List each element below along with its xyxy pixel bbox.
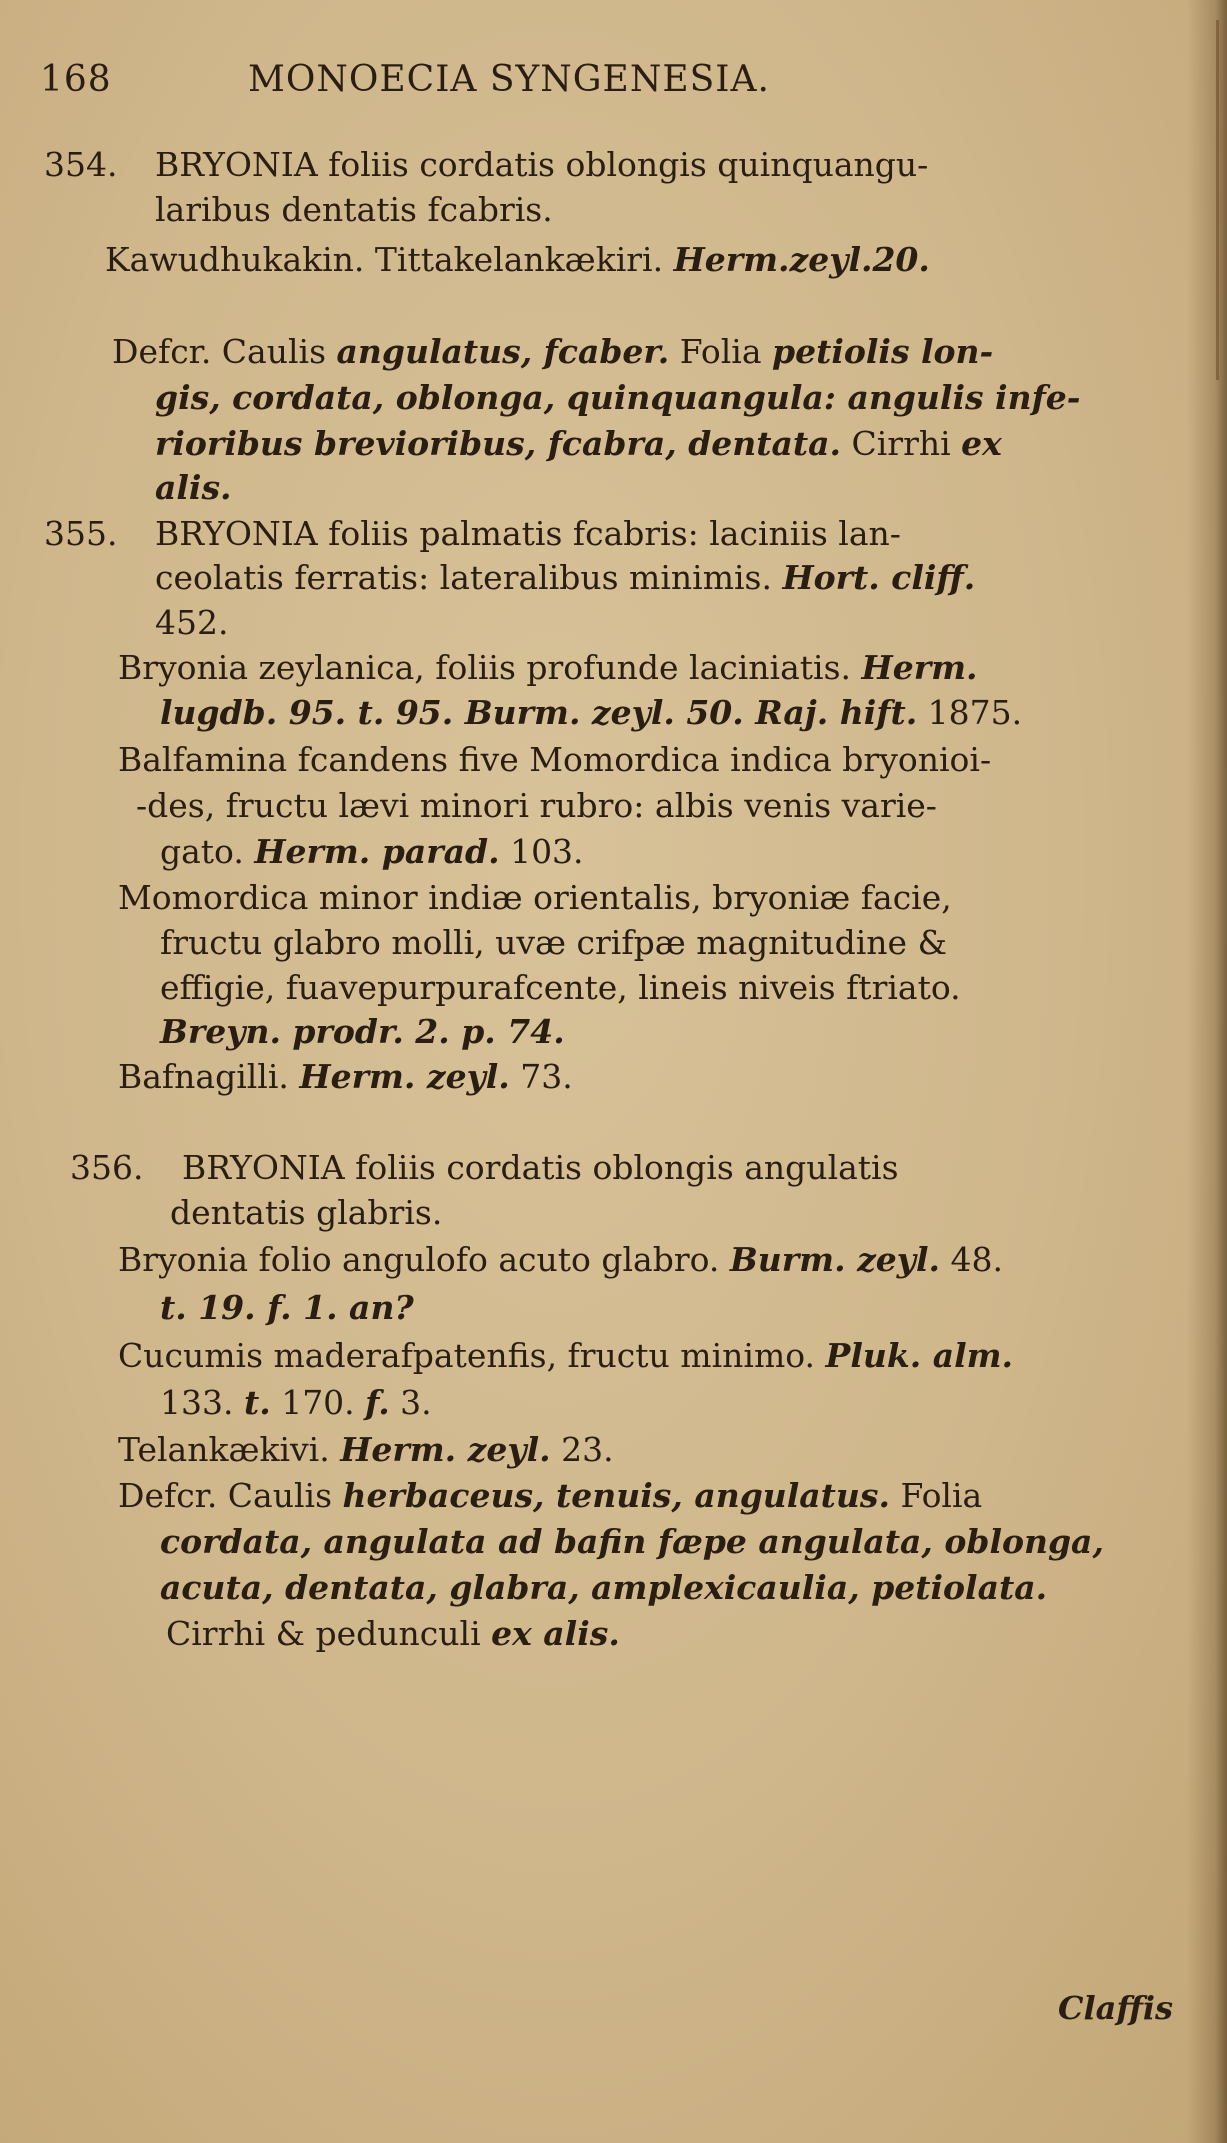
entry-line: effigie, fuavepurpurafcente, lineis niveis ftriato. (160, 968, 961, 1007)
entry-line: Bafnagilli. Herm. zeyl. 73. (118, 1057, 573, 1096)
entry-line: Defcr. Caulis herbaceus, tenuis, angulatus. Folia (118, 1476, 983, 1515)
entry-line: Defcr. Caulis angulatus, fcaber. Folia petiolis lon- (112, 332, 994, 371)
entry-line: -des, fructu lævi minori rubro: albis venis varie- (136, 786, 937, 825)
entry-line: ceolatis ferratis: lateralibus minimis. Hort. cliff. (155, 558, 976, 597)
running-title: MONOECIA SYNGENESIA. (248, 59, 770, 100)
entry-line: cordata, angulata ad bafin fæpe angulata, oblonga, (160, 1522, 1104, 1561)
entry-line: rioribus brevioribus, fcabra, dentata. Cirrhi ex (155, 424, 1002, 463)
entry-line: Telankækivi. Herm. zeyl. 23. (118, 1430, 614, 1469)
entry-line: Momordica minor indiæ orientalis, bryoniæ facie, (118, 878, 952, 917)
page-number: 168 (40, 59, 112, 100)
entry-line: Bryonia folio angulofo acuto glabro. Burm. zeyl. 48. (118, 1240, 1003, 1279)
page-edge-shadow (1187, 0, 1227, 2143)
entry-line: fructu glabro molli, uvæ crifpæ magnitudine & (160, 923, 947, 962)
entry-line: 452. (155, 603, 229, 642)
entry-line: dentatis glabris. (170, 1193, 443, 1232)
entry-line: Breyn. prodr. 2. p. 74. (160, 1012, 565, 1051)
entry-line: laribus dentatis fcabris. (155, 190, 553, 229)
entry-line: Kawudhukakin. Tittakelankækiri. Herm.zeyl.20. (105, 240, 930, 279)
entry-line: gato. Herm. parad. 103. (160, 832, 584, 871)
entry-line: BRYONIA foliis cordatis oblongis angulatis (182, 1148, 899, 1187)
entry-number: 354. (44, 145, 118, 184)
entry-line: Bryonia zeylanica, foliis profunde laciniatis. Herm. (118, 648, 978, 687)
entry-line: lugdb. 95. t. 95. Burm. zeyl. 50. Raj. hift. 1875. (160, 693, 1023, 732)
entry-line: t. 19. f. 1. an? (160, 1288, 414, 1327)
entry-line: acuta, dentata, glabra, amplexicaulia, petiolata. (160, 1568, 1048, 1607)
entry-number: 356. (70, 1148, 144, 1187)
entry-line: gis, cordata, oblonga, quinquangula: angulis infe- (155, 378, 1081, 417)
entry-line: BRYONIA foliis palmatis fcabris: laciniis lan- (155, 514, 901, 553)
catchword: Claffis (1058, 1989, 1173, 2027)
page-edge-line (1216, 20, 1219, 380)
entry-line: alis. (155, 468, 232, 507)
entry-line: BRYONIA foliis cordatis oblongis quinquangu- (155, 145, 929, 184)
entry-number: 355. (44, 514, 118, 553)
entry-line: Cucumis maderafpatenfis, fructu minimo. Pluk. alm. (118, 1336, 1014, 1375)
entry-line: Cirrhi & pedunculi ex alis. (166, 1614, 620, 1653)
entry-line: 133. t. 170. f. 3. (160, 1383, 432, 1422)
entry-line: Balfamina fcandens five Momordica indica bryonioi- (118, 740, 992, 779)
